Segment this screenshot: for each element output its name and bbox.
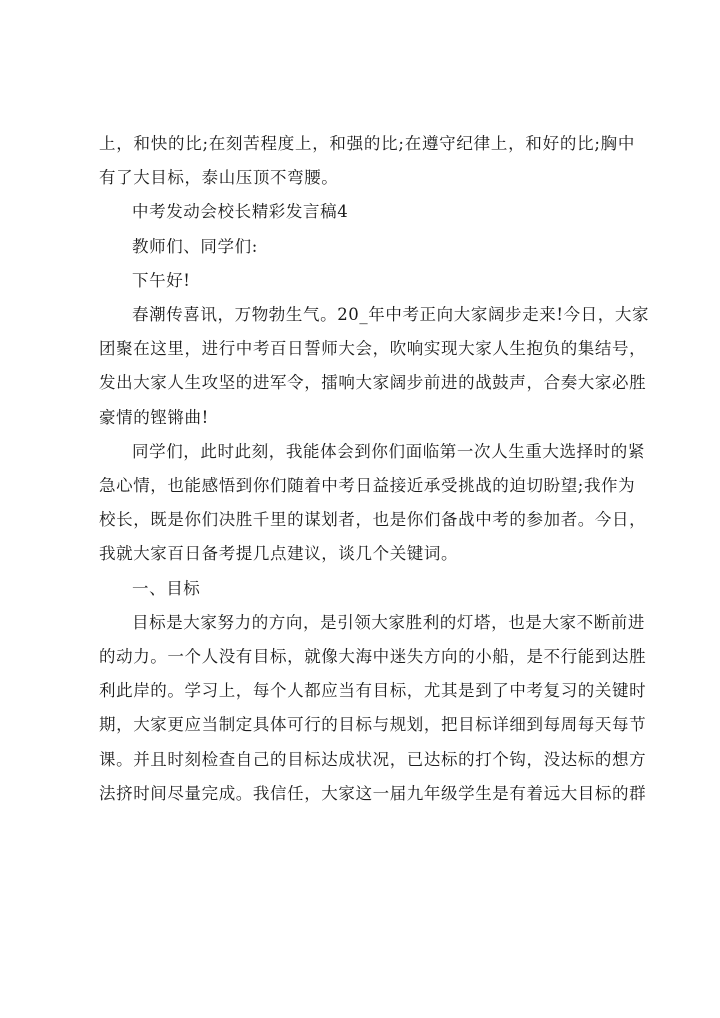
text-line: 法挤时间尽量完成。我信任，大家这一届九年级学生是有着远大目标的群	[99, 783, 647, 803]
paragraph-continuation	[99, 127, 635, 195]
paragraph-opening	[99, 298, 650, 435]
text-line: 上，和快的比;在刻苦程度上，和强的比;在遵守纪律上，和好的比;胸中	[99, 134, 635, 153]
text-line: 一、目标	[132, 578, 201, 598]
text-line: 有了大目标，泰山压顶不弯腰。	[99, 168, 339, 188]
speech-title	[99, 195, 635, 229]
section-heading-goal	[99, 572, 635, 606]
text-line: 下午好!	[132, 270, 191, 290]
text-line: 豪情的铿锵曲!	[99, 407, 209, 427]
salutation	[99, 230, 635, 264]
text-line: 期，大家更应当制定具体可行的目标与规划，把目标详细到每周每天每节	[99, 715, 647, 735]
greeting	[99, 264, 635, 298]
text-line: 课。并且时刻检查自己的目标达成状况，已达标的打个钩，没达标的想方	[99, 749, 647, 769]
text-line: 的动力。一个人没有目标，就像大海中迷失方向的小船，是不行能到达胜	[99, 647, 647, 667]
text-line: 中考发动会校长精彩发言稿4	[132, 202, 349, 222]
text-line: 利此岸的。学习上，每个人都应当有目标，尤其是到了中考复习的关键时	[99, 681, 647, 701]
paragraph-students	[99, 435, 647, 572]
paragraph-goal	[99, 606, 647, 811]
text-line: 同学们，此时此刻，我能体会到你们面临第一次人生重大选择时的紧	[132, 441, 645, 461]
document-body	[99, 127, 650, 811]
text-line: 团聚在这里，进行中考百日誓师大会，吹响实现大家人生抱负的集结号，	[99, 339, 647, 359]
text-line: 教师们、同学们:	[132, 236, 258, 256]
text-line: 校长，既是你们决胜千里的谋划者，也是你们备战中考的参加者。今日，	[99, 510, 647, 530]
text-line: 春潮传喜讯，万物勃生气。20_年中考正向大家阔步走来!今日，大家	[132, 305, 650, 325]
text-line: 发出大家人生攻坚的进军令，擂响大家阔步前进的战鼓声，合奏大家必胜	[99, 373, 647, 393]
text-line: 目标是大家努力的方向，是引领大家胜利的灯塔，也是大家不断前进	[132, 612, 645, 632]
text-line: 急心情，也能感悟到你们随着中考日益接近承受挑战的迫切盼望;我作为	[99, 476, 636, 496]
text-line: 我就大家百日备考提几点建议，谈几个关键词。	[99, 544, 459, 564]
